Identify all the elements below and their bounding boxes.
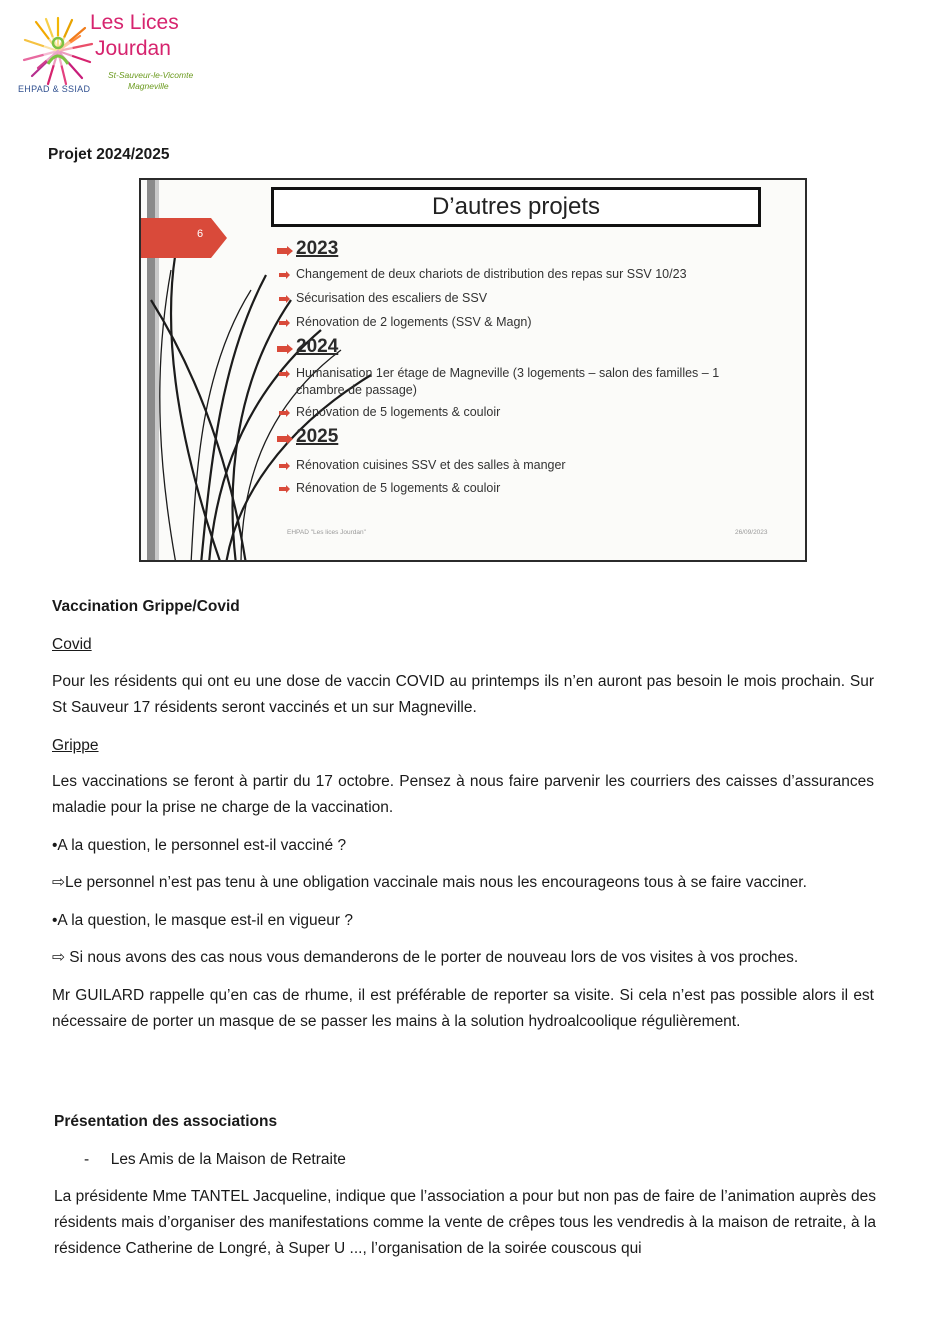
slide-title: D’autres projets — [431, 193, 601, 220]
answer-2: ⇨ Si nous avons des cas nous vous demanderons de le porter de nouveau lors de vos visites à vos proches. — [52, 949, 799, 966]
arrow-icon — [279, 409, 290, 417]
slide-item: Rénovation de 5 logements & couloir — [296, 405, 501, 419]
arrow-icon — [279, 462, 290, 470]
covid-paragraph: Pour les résidents qui ont eu une dose de vaccin COVID au printemps ils n’en auront pas besoin le mois prochain. Sur St Sauveur 17 résidents seront vaccinés et un sur Magneville. — [52, 673, 874, 716]
logo — [14, 8, 214, 98]
slide-item: Rénovation de 5 logements & couloir — [296, 481, 501, 495]
grippe-label: Grippe — [52, 737, 99, 754]
logo-place-line1: St-Sauveur-le-Vicomte — [108, 70, 194, 80]
arrow-icon — [279, 319, 290, 327]
slide-item: Rénovation de 2 logements (SSV & Magn) — [296, 315, 532, 329]
arrow-icon — [277, 434, 293, 444]
slide-image — [139, 178, 807, 562]
slide-number: 6 — [197, 228, 204, 240]
arrow-icon — [279, 485, 290, 493]
covid-label: Covid — [52, 636, 92, 653]
projet-heading: Projet 2024/2025 — [48, 146, 170, 163]
slide-title-box — [271, 187, 761, 227]
grippe-paragraph: Les vaccinations se feront à partir du 17 octobre. Pensez à nous faire parvenir les courriers des caisses d’assurances maladie pour la prise ne charge de la vaccination. — [52, 773, 874, 816]
logo-title-line1: Les Lices — [90, 11, 179, 34]
question-2: •A la question, le masque est-il en vigueur ? — [52, 912, 353, 929]
logo-title-line2: Jourdan — [95, 37, 171, 60]
arrow-icon — [279, 271, 290, 279]
slide-item: Rénovation cuisines SSV et des salles à manger — [296, 458, 566, 472]
arrow-icon — [277, 246, 293, 256]
logo-sunburst-icon — [22, 16, 94, 86]
arrow-icon — [277, 344, 293, 354]
association-item: - Les Amis de la Maison de Retraite — [84, 1151, 346, 1168]
year-2023: 2023 — [296, 238, 339, 259]
slide-item: Changement de deux chariots de distribution des repas sur SSV 10/23 — [296, 267, 687, 281]
associations-paragraph: La présidente Mme TANTEL Jacqueline, indique que l’association a pour but non pas de faire de l’animation auprès des résidents mais d’organiser des manifestations comme la vente de crêpes tous les vendredis à la maison de retraite, à la résidence Catherine de Longré, à Super U ..., l’organisation de la soirée couscous qui — [54, 1188, 876, 1257]
year-2025: 2025 — [296, 426, 339, 447]
slide-footer-left: EHPAD "Les lices Jourdan" — [287, 529, 366, 536]
answer-1: ⇨Le personnel n’est pas tenu à une obligation vaccinale mais nous les encourageons tous à se faire vacciner. — [52, 874, 807, 891]
guilard-paragraph: Mr GUILARD rappelle qu’en cas de rhume, il est préférable de reporter sa visite. Si cela n’est pas possible alors il est nécessaire de porter un masque de se passer les mains à la solution hydroalcoolique régulièrement. — [52, 987, 874, 1030]
vaccination-heading: Vaccination Grippe/Covid — [52, 598, 240, 615]
question-1: •A la question, le personnel est-il vacciné ? — [52, 837, 347, 854]
arrow-icon — [279, 370, 290, 378]
slide-footer-date: 26/09/2023 — [735, 529, 768, 536]
slide-item: Sécurisation des escaliers de SSV — [296, 291, 488, 305]
logo-place-line2: Magneville — [128, 81, 169, 91]
year-2024: 2024 — [296, 336, 339, 357]
slide-item: Humanisation 1er étage de Magneville (3 logements – salon des familles – 1 chambre de passage) — [296, 366, 720, 397]
associations-heading: Présentation des associations — [54, 1113, 278, 1130]
arrow-icon — [279, 295, 290, 303]
logo-subtitle: EHPAD & SSIAD — [18, 84, 91, 94]
